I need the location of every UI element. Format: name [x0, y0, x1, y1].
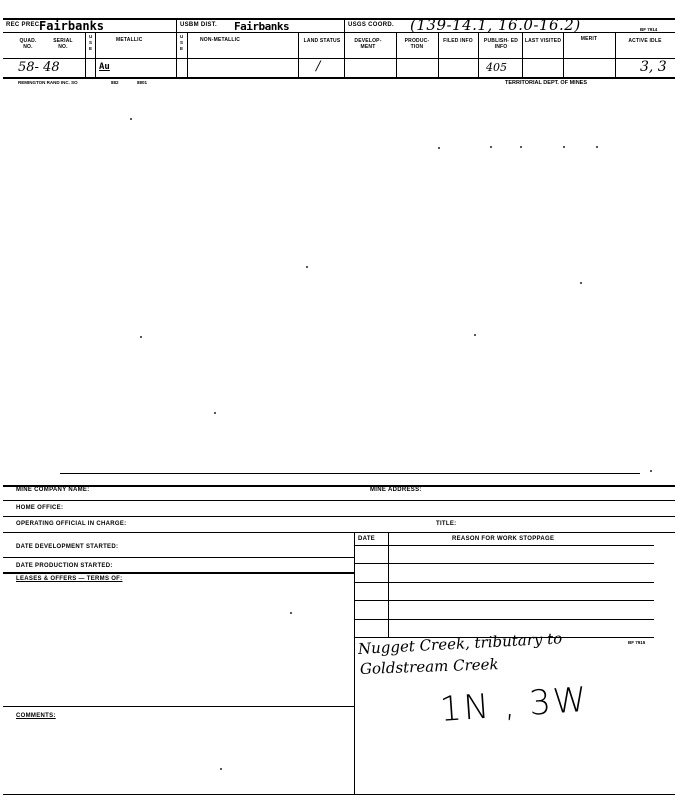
vdiv-last-visited	[522, 32, 523, 77]
record-published-info: 405	[486, 61, 507, 74]
usgs-label: USGS COORD.	[348, 22, 394, 28]
comments-label: COMMENTS:	[16, 713, 56, 719]
col-active-idle: ACTIVE IDLE	[628, 38, 662, 44]
date-dev-label: DATE DEVELOPMENT STARTED:	[16, 544, 119, 550]
form-number-top: BF 7914	[640, 27, 658, 32]
mine-company-label: MINE COMPANY NAME:	[16, 487, 90, 493]
vdiv-merit	[563, 32, 564, 77]
record-metallic-code: Au	[99, 62, 110, 72]
department-name: TERRITORIAL DEPT. OF MINES	[505, 80, 587, 86]
date-col-header: DATE	[358, 536, 376, 542]
stoppage-row-2	[354, 563, 654, 564]
company-rule	[3, 485, 675, 487]
col-serial-no: SERIAL NO.	[53, 38, 73, 50]
col-metallic: METALLIC	[116, 37, 143, 43]
bottom-top-edge	[60, 473, 640, 474]
vdiv-filed	[438, 32, 439, 77]
col-filed-info: FILED INFO	[443, 38, 473, 44]
vdiv-nonmetallic	[187, 32, 188, 77]
col-last-visited: LAST VISITED	[524, 38, 562, 44]
usbm-label: USBM DIST.	[180, 22, 218, 28]
bottom-edge	[3, 794, 675, 795]
col-use-code-2: U S E	[180, 34, 184, 51]
col-published-info: PUBLISH- ED INFO	[483, 38, 519, 50]
vdiv-active	[615, 32, 616, 77]
title-label: TITLE:	[436, 521, 457, 527]
col-use-code-1: U S E	[89, 34, 93, 51]
date-prod-label: DATE PRODUCTION STARTED:	[16, 563, 113, 569]
handwritten-township: 1N , 3W	[438, 679, 590, 730]
operating-official-label: OPERATING OFFICIAL IN CHARGE:	[16, 521, 127, 527]
col-land-status: LAND STATUS	[303, 38, 341, 44]
vdiv-use1	[85, 32, 86, 77]
vdiv-usbm	[176, 18, 177, 77]
col-quad-no: QUAD. NO.	[19, 38, 37, 50]
stoppage-header-rule	[3, 532, 675, 533]
stoppage-row-1	[354, 545, 654, 546]
col-non-metallic: NON-METALLIC	[200, 37, 241, 43]
usgs-value: (139-14.1, 16.0-16.2)	[410, 16, 581, 34]
vdiv-published	[478, 32, 479, 77]
dev-rule	[3, 557, 355, 558]
vdiv-land	[298, 32, 299, 77]
vdiv-production	[396, 32, 397, 77]
record-active-idle: 3, 3	[640, 59, 667, 75]
handwritten-location-line-1: Nugget Creek, tributary to	[357, 629, 563, 658]
rec-prec-label: REC PREC.	[6, 22, 42, 28]
date-col-divider	[388, 532, 389, 637]
printer-code-2: 8801	[137, 80, 148, 85]
official-rule	[3, 516, 675, 517]
form-center-divider	[354, 532, 355, 794]
printer-code-1: 882	[111, 80, 119, 85]
stoppage-row-3	[354, 582, 654, 583]
leases-label: LEASES & OFFERS — TERMS OF:	[16, 576, 123, 582]
stoppage-row-5	[354, 619, 654, 620]
record-quad-serial: 58- 48	[18, 60, 60, 75]
home-office-rule	[3, 500, 675, 501]
usbm-value: Fairbanks	[234, 20, 290, 33]
prod-rule	[3, 572, 355, 574]
printer-credit: REMINGTON RAND INC. SO	[18, 80, 78, 85]
stoppage-row-4	[354, 600, 654, 601]
record-land-status: /	[316, 59, 321, 74]
mine-address-label: MINE ADDRESS:	[370, 487, 422, 493]
col-development: DEVELOP- MENT	[354, 38, 382, 50]
column-divider	[3, 58, 675, 59]
reason-col-header: REASON FOR WORK STOPPAGE	[452, 536, 555, 542]
home-office-label: HOME OFFICE:	[16, 505, 64, 511]
col-merit: MERIT	[580, 36, 598, 42]
col-production: PRODUC- TION	[404, 38, 430, 50]
form-number-bottom: BF 7915	[628, 640, 646, 645]
vdiv-usgs	[344, 18, 345, 77]
vdiv-metallic	[95, 32, 96, 77]
handwritten-location-line-2: Goldstream Creek	[359, 655, 499, 678]
record-bottom-rule	[3, 77, 675, 79]
rec-prec-value: Fairbanks	[39, 19, 105, 33]
comments-rule	[3, 706, 354, 707]
